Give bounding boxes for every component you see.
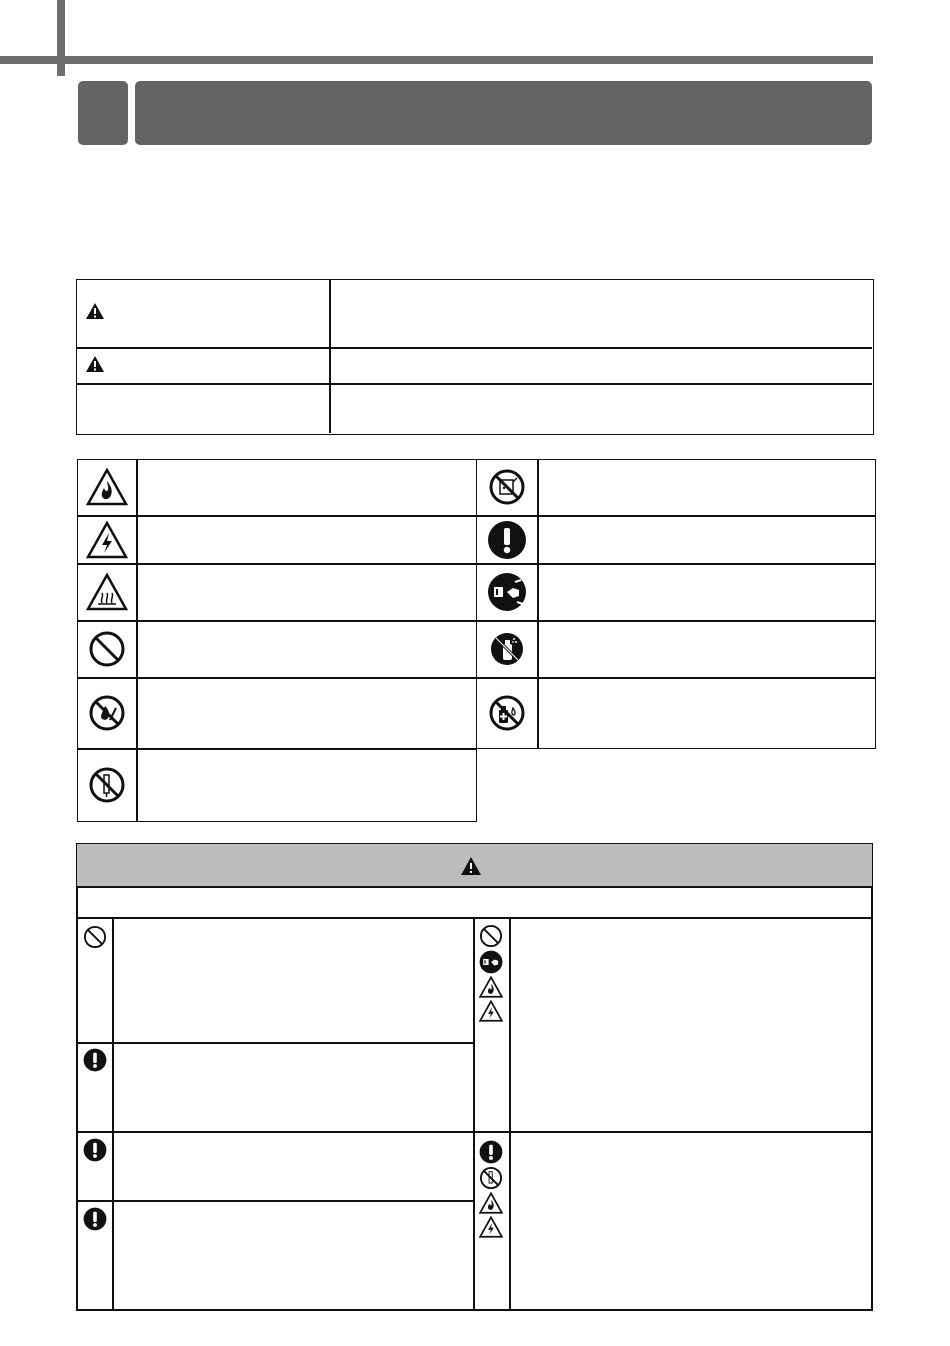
- legend-electric-cell: [77, 516, 136, 563]
- mandatory-action-icon: [487, 520, 527, 560]
- legend-fire-cell: [77, 459, 136, 515]
- warning-item-6-icons: [479, 1140, 505, 1238]
- mandatory-action-icon: [479, 1140, 503, 1164]
- unplug-icon: [487, 572, 527, 612]
- fire-hazard-icon: [86, 468, 128, 506]
- warning-heading-band: [77, 844, 872, 887]
- legend-nocleaner-cell: [477, 678, 537, 748]
- warning-item-3-icon: [83, 1138, 107, 1162]
- legend-unplug-cell: [477, 564, 537, 620]
- legend-nospray-cell: [477, 621, 537, 677]
- fire-hazard-icon: [479, 1192, 503, 1214]
- signal-row-caution: [85, 355, 105, 373]
- prohibited-icon: [88, 630, 126, 668]
- symbol-legend-table: [77, 459, 877, 823]
- prohibited-icon: [479, 924, 503, 948]
- signal-row-warning: [85, 302, 105, 320]
- legend-prohibited-cell: [77, 621, 136, 677]
- no-cleaner-icon: [488, 694, 526, 732]
- no-disassembly-icon: [88, 766, 126, 804]
- legend-mandatory-cell: [477, 516, 537, 563]
- electric-shock-icon: [479, 1000, 503, 1022]
- warning-item-5-icons: [479, 924, 505, 1022]
- unplug-icon: [479, 950, 503, 974]
- warning-triangle-icon: [460, 856, 482, 876]
- warning-item-4-icon: [83, 1207, 107, 1231]
- electric-shock-icon: [479, 1216, 503, 1238]
- warning-item-2-icon: [83, 1048, 107, 1072]
- no-fire-icon: [88, 694, 126, 732]
- legend-nofire-cell: [77, 678, 136, 748]
- legend-nodisassemble-cell: [77, 749, 136, 821]
- signal-word-table: [76, 279, 874, 435]
- no-disassembly-icon: [479, 1166, 503, 1190]
- warning-item-1-icon: [83, 925, 107, 949]
- page-corner-vertical-bar: [57, 0, 65, 76]
- mandatory-action-icon: [83, 1048, 107, 1072]
- no-spray-icon: [488, 630, 526, 668]
- page-corner-horizontal-bar: [0, 56, 873, 64]
- mandatory-action-icon: [83, 1207, 107, 1231]
- legend-nowet-cell: [477, 459, 537, 515]
- prohibited-icon: [83, 925, 107, 949]
- hot-surface-icon: [86, 573, 128, 611]
- chapter-title-bar: [135, 81, 872, 145]
- warning-triangle-icon: [85, 302, 105, 320]
- chapter-number-box: [78, 81, 128, 145]
- mandatory-action-icon: [83, 1138, 107, 1162]
- no-wet-handling-icon: [488, 468, 526, 506]
- electric-shock-icon: [86, 521, 128, 559]
- legend-hot-cell: [77, 564, 136, 620]
- fire-hazard-icon: [479, 976, 503, 998]
- warning-triangle-icon: [85, 355, 105, 373]
